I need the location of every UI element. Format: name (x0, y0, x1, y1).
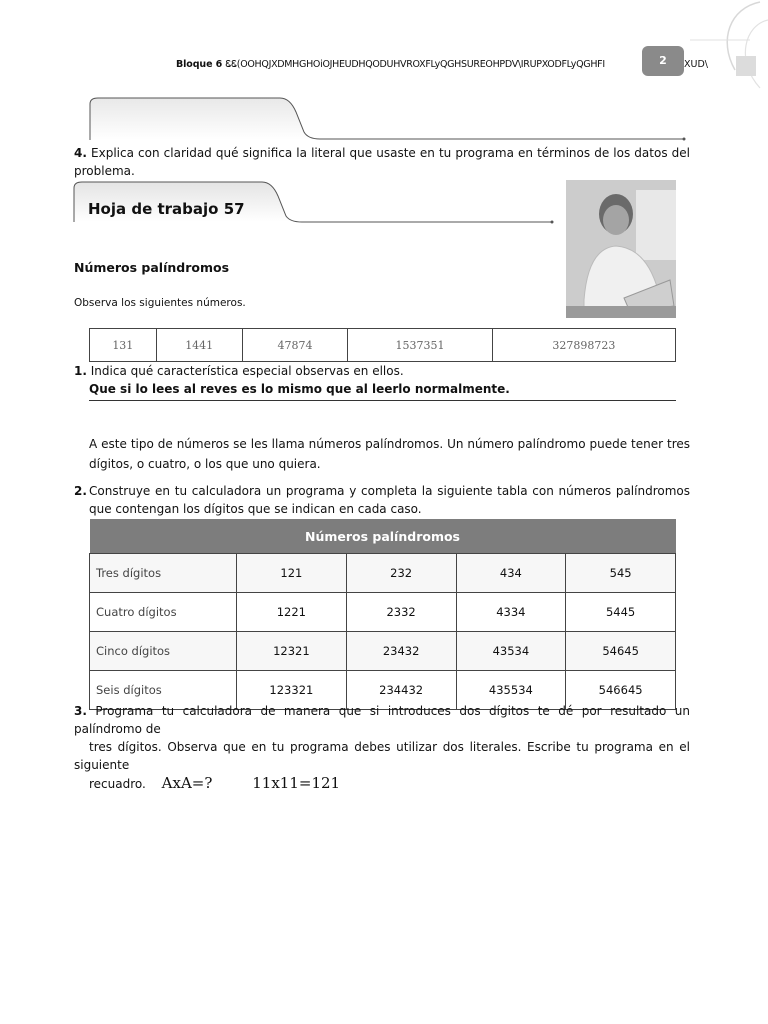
question-1 (74, 362, 680, 398)
table-header: Números palíndromos (90, 519, 676, 554)
table-cell: 121 (237, 554, 347, 593)
question-2 (74, 482, 690, 518)
row-label: Seis dígitos (90, 671, 237, 710)
table-cell: 12321 (237, 632, 347, 671)
table-cell: 546645 (566, 671, 676, 710)
palindrome-definition: A este tipo de números se les llama números palíndromos. Un número palíndromo puede tener tres dígitos, o cuatro, o los que uno quiera. (89, 437, 690, 471)
table-cell: 232 (346, 554, 456, 593)
table-cell: 545 (566, 554, 676, 593)
table-cell: 4334 (456, 593, 566, 632)
question-3-text-b: tres dígitos. Observa que en tu programa debes utilizar dos literales. Escribe tu programa en el siguiente (74, 740, 690, 772)
question-2-number: 2. (74, 484, 87, 498)
handwritten-example: 11x11=121 (252, 774, 341, 792)
section-heading: Números palíndromos (74, 260, 230, 275)
question-3-text-c: recuadro. (89, 777, 146, 791)
answer-line (89, 400, 676, 401)
question-3-number: 3. (74, 704, 87, 718)
palindrome-examples-table (89, 328, 676, 362)
question-1-number: 1. (74, 364, 87, 378)
table-row (90, 632, 676, 671)
table-cell: 123321 (237, 671, 347, 710)
question-4 (74, 144, 690, 180)
question-2-text: Construye en tu calculadora un programa y completa la siguiente tabla con números palíndromos que contengan los dígitos que se indican en cada caso. (89, 484, 690, 516)
row-label: Tres dígitos (90, 554, 237, 593)
table-cell: 54645 (566, 632, 676, 671)
block-label: Bloque 6 (176, 59, 223, 70)
table-cell: 2332 (346, 593, 456, 632)
student-photo (566, 180, 676, 318)
table-row (90, 554, 676, 593)
table-row (90, 593, 676, 632)
corner-decoration (690, 0, 768, 90)
table-cell: 43534 (456, 632, 566, 671)
table-row (90, 329, 676, 362)
table-cell: 234432 (346, 671, 456, 710)
example-number: 1537351 (348, 329, 492, 362)
garbled-header-text: ᏋᏋ(OOHQJXDMHGHOiOJHEUDHQODUHVROXFLyQGHSUREOHPDV\IRUPXODFLyQGHFI (225, 59, 605, 70)
garbled-header-tail: XUD\ (684, 59, 708, 70)
example-number: 1441 (156, 329, 242, 362)
row-label: Cinco dígitos (90, 632, 237, 671)
example-number: 131 (90, 329, 157, 362)
question-4-number: 4. (74, 146, 87, 160)
worksheet-title: Hoja de trabajo 57 (88, 200, 245, 218)
table-cell: 434 (456, 554, 566, 593)
table-cell: 435534 (456, 671, 566, 710)
observe-instruction: Observa los siguientes números. (74, 297, 246, 309)
table-cell: 23432 (346, 632, 456, 671)
question-1-text: Indica qué característica especial observas en ellos. (90, 364, 404, 378)
table-cell: 5445 (566, 593, 676, 632)
question-1-answer: Que si lo lees al reves es lo mismo que al leerlo normalmente. (89, 382, 510, 396)
question-3 (74, 702, 690, 793)
question-3-text-a: Programa tu calculadora de manera que si introduces dos dígitos te dé por resultado un palíndromo de (74, 704, 690, 736)
answer-tab-shape (84, 94, 688, 144)
question-4-text: Explica con claridad qué significa la literal que usaste en tu programa en términos de los datos del problema. (74, 146, 690, 178)
palindrome-table (89, 519, 676, 710)
row-label: Cuatro dígitos (90, 593, 237, 632)
table-cell: 1221 (237, 593, 347, 632)
page-number-badge: 2 (642, 46, 684, 76)
example-number: 47874 (242, 329, 348, 362)
running-header (176, 59, 706, 75)
example-number: 327898723 (492, 329, 675, 362)
handwritten-formula: AxA=? (161, 774, 213, 792)
